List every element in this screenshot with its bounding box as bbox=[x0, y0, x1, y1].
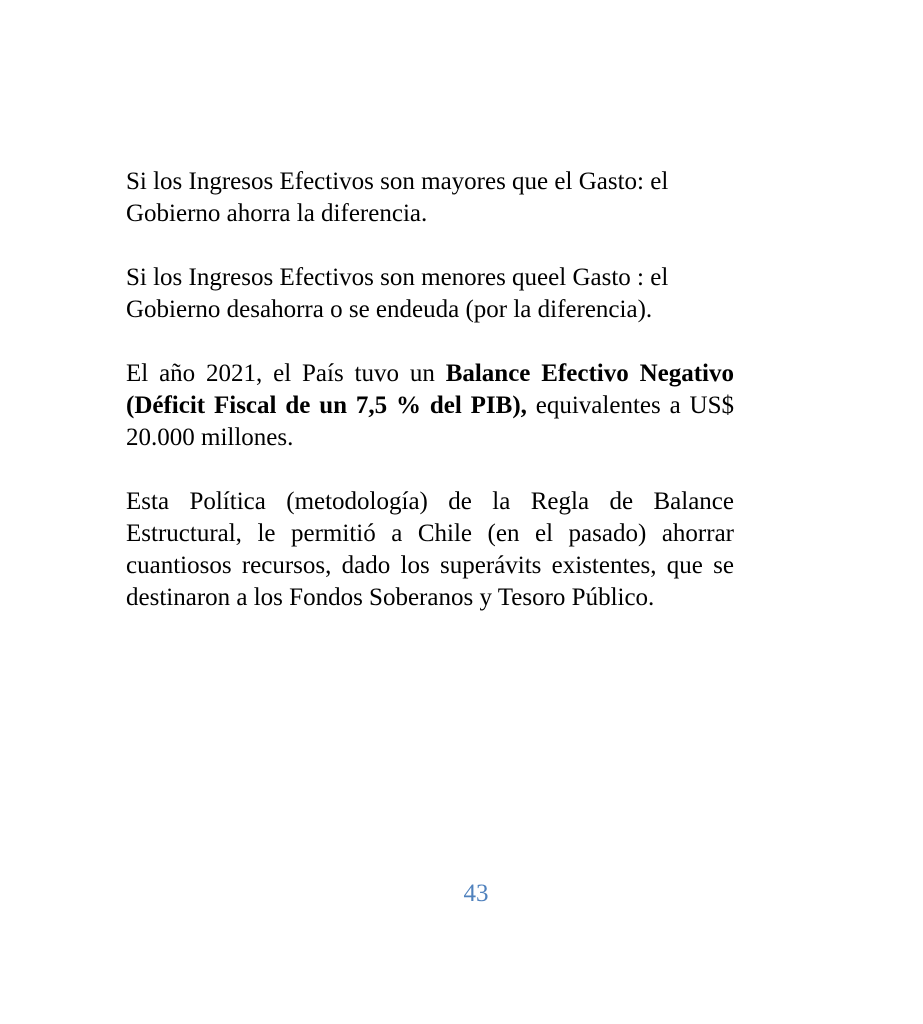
body-text bbox=[126, 166, 734, 646]
paragraph-debt: Si los Ingresos Efectivos son menores queel Gasto : el Gobierno desahorra o se endeuda (por la diferencia). bbox=[126, 264, 669, 323]
deficit-amount: equivalentes a US$ 20.000 millones. bbox=[126, 392, 734, 451]
deficit-intro: El año 2021, el País tuvo un bbox=[126, 360, 446, 387]
page-number: 43 bbox=[463, 880, 489, 907]
deficit-highlight: Balance Efectivo Negativo (Déficit Fiscal de un 7,5 % del PIB), bbox=[126, 360, 734, 419]
paragraph-deficit bbox=[126, 358, 734, 454]
paragraph-savings: Si los Ingresos Efectivos son mayores que el Gasto: el Gobierno ahorra la diferencia. bbox=[126, 168, 669, 227]
paragraph-policy: Esta Política (metodología) de la Regla de Balance Estructural, le permitió a Chile (en el pasado) ahorrar cuantiosos recursos, dado los superávits existentes, que se destinaron a los Fondos Soberanos y Tesoro Público. bbox=[126, 488, 734, 611]
